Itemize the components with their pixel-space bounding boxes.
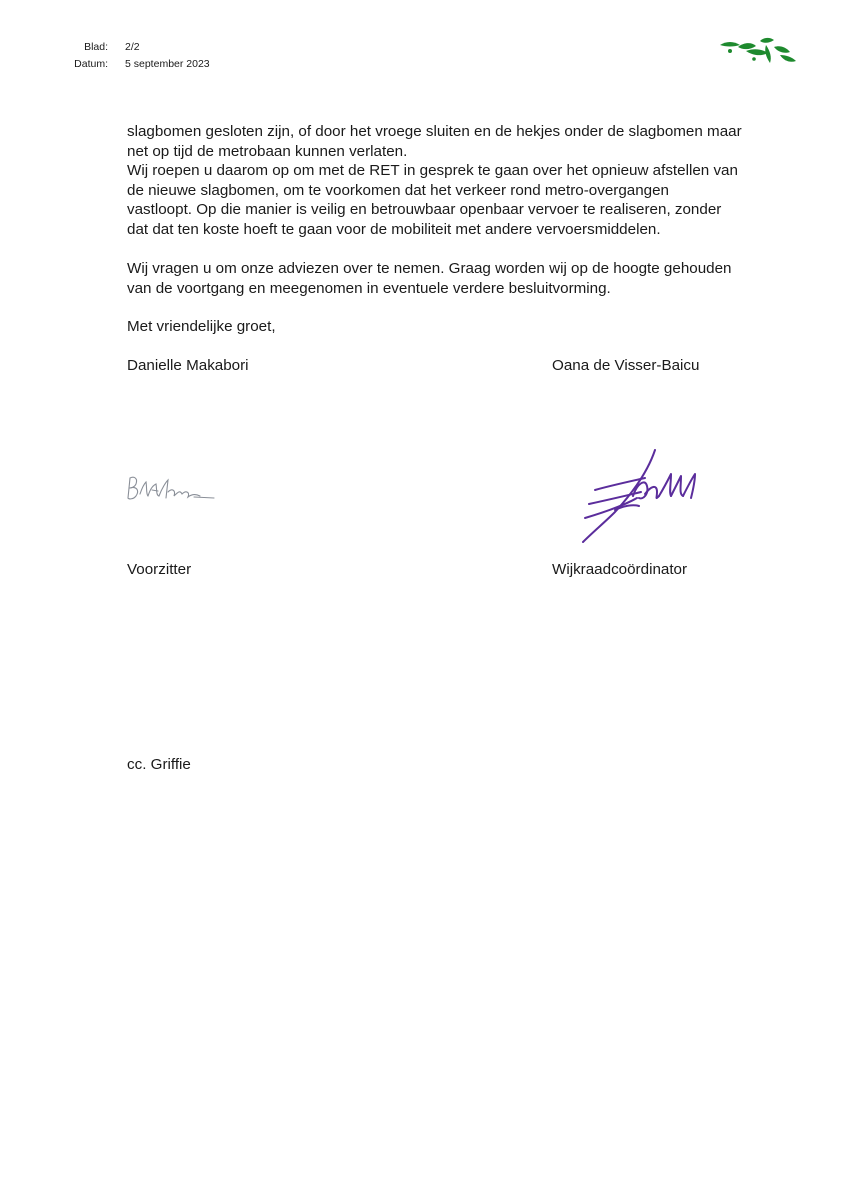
text-line: vastloopt. Op die manier is veilig en betrouwbaar openbaar vervoer te realiseren, zonder [127, 201, 722, 219]
date-label: Datum: [74, 58, 108, 70]
signature-right-icon [575, 448, 700, 558]
text-line: slagbomen gesloten zijn, of door het vroege sluiten en de hekjes onder de slagbomen maar [127, 123, 742, 140]
green-leaf-logo-icon [716, 33, 798, 67]
paragraph-body-1 [127, 122, 797, 240]
text-line: Wij vragen u om onze adviezen over te nemen. Graag worden wij op de hoogte gehouden [127, 260, 732, 277]
date-row [60, 56, 210, 73]
text-line: van de voortgang en meegenomen in eventuele verdere besluitvorming. [127, 279, 611, 297]
text-line: dat dat ten koste hoeft te gaan voor de mobiliteit met andere vervoersmiddelen. [127, 220, 661, 238]
signatory-name-right: Oana de Visser-Baicu [552, 357, 700, 374]
text-line: Wij roepen u daarom op om met de RET in gesprek te gaan over het opnieuw afstellen van [127, 162, 738, 180]
cc-line: cc. Griffie [127, 756, 191, 773]
closing-greeting: Met vriendelijke groet, [127, 318, 276, 335]
signatory-role-left: Voorzitter [127, 561, 192, 578]
signature-left-icon [122, 470, 216, 504]
page-number-row [60, 39, 210, 56]
text-line: net op tijd de metrobaan kunnen verlaten. [127, 142, 408, 160]
signatory-name-left: Danielle Makabori [127, 357, 249, 374]
signatory-role-right: Wijkraadcoördinator [552, 561, 688, 578]
date-value: 5 september 2023 [125, 58, 210, 70]
page-number-value: 2/2 [125, 41, 140, 53]
text-line: de nieuwe slagbomen, om te voorkomen dat het verkeer rond metro-overgangen [127, 181, 669, 199]
paragraph-body-2 [127, 259, 797, 298]
page-meta [60, 39, 210, 73]
page-number-label: Blad: [84, 41, 108, 53]
